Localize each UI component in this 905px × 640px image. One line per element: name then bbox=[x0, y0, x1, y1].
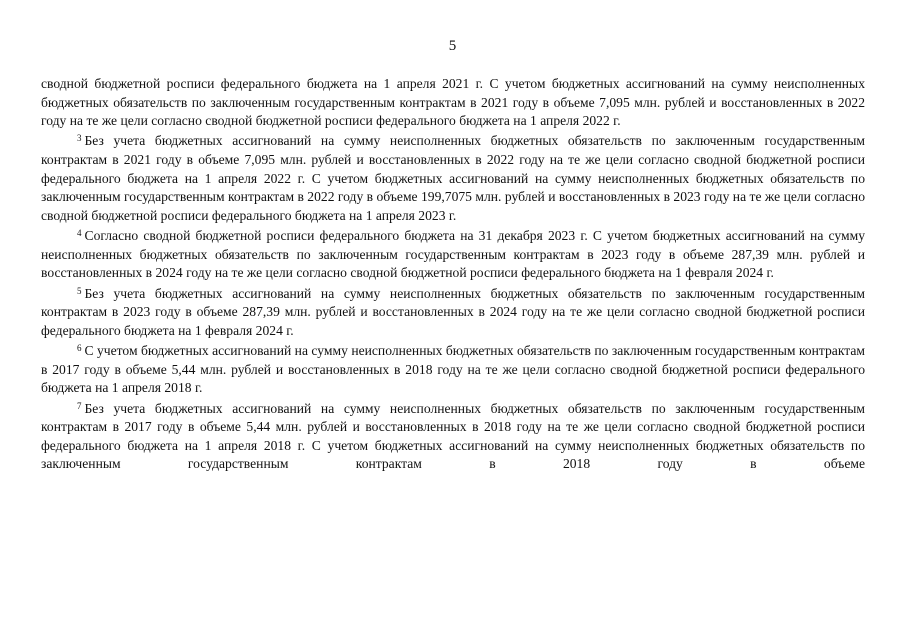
footnote-marker: 5 bbox=[77, 285, 82, 296]
footnote-4 bbox=[41, 227, 865, 283]
document-body bbox=[41, 75, 865, 476]
footnote-3 bbox=[41, 132, 865, 225]
footnote-marker: 6 bbox=[77, 343, 82, 354]
footnote-7 bbox=[41, 400, 865, 474]
paragraph-text: сводной бюджетной росписи федерального бюджета на 1 апреля 2021 г. С учетом бюджетных ассигнований на сумму неисполненных бюджетных обязательств по заключенным государственным контрактам в 2021 году в объеме 7,095 млн. рублей и восстановленных в 2022 году на те же цели согласно сводной бюджетной росписи федерального бюджета на 1 апреля 2022 г. bbox=[41, 76, 865, 129]
footnote-6 bbox=[41, 342, 865, 398]
footnote-text: Без учета бюджетных ассигнований на сумму неисполненных бюджетных обязательств по заключенным государственным контрактам в 2021 году в объеме 7,095 млн. рублей и восстановленных в 2022 году на те же цели согласно сводной бюджетной росписи федерального бюджета на 1 апреля 2022 г. С учетом бюджетных ассигнований на сумму неисполненных бюджетных обязательств по заключенным государственным контрактам в 2022 году в объеме 199,7075 млн. рублей и восстановленных в 2023 году на те же цели согласно сводной бюджетной росписи федерального бюджета на 1 апреля 2023 г. bbox=[41, 133, 865, 223]
footnote-text: Без учета бюджетных ассигнований на сумму неисполненных бюджетных обязательств по заключенным государственным контрактам в 2023 году в объеме 287,39 млн. рублей и восстановленных в 2024 году на те же цели согласно сводной бюджетной росписи федерального бюджета на 1 февраля 2024 г. bbox=[41, 285, 865, 338]
page-number: 5 bbox=[448, 38, 457, 54]
footnote-5 bbox=[41, 285, 865, 341]
footnote-text: Без учета бюджетных ассигнований на сумму неисполненных бюджетных обязательств по заключенным государственным контрактам в 2017 году в объеме 5,44 млн. рублей и восстановленных в 2018 году на те же цели согласно сводной бюджетной росписи федерального бюджета на 1 апреля 2018 г. С учетом бюджетных ассигнований на сумму неисполненных бюджетных обязательств по заключенным государственным контрактам в 2018 году в объеме bbox=[41, 400, 865, 472]
footnote-marker: 3 bbox=[77, 133, 82, 144]
footnote-marker: 4 bbox=[77, 228, 82, 239]
footnote-text: С учетом бюджетных ассигнований на сумму неисполненных бюджетных обязательств по заключенным государственным контрактам в 2017 году в объеме 5,44 млн. рублей и восстановленных в 2018 году на те же цели согласно сводной бюджетной росписи федерального бюджета на 1 апреля 2018 г. bbox=[41, 343, 865, 396]
footnote-text: Согласно сводной бюджетной росписи федерального бюджета на 31 декабря 2023 г. С учетом бюджетных ассигнований на сумму неисполненных бюджетных обязательств по заключенным государственным контрактам в 2023 году в объеме 287,39 млн. рублей и восстановленных в 2024 году на те же цели согласно сводной бюджетной росписи федерального бюджета на 1 февраля 2024 г. bbox=[41, 228, 865, 281]
footnote-marker: 7 bbox=[77, 400, 82, 411]
paragraph-continuation bbox=[41, 75, 865, 131]
